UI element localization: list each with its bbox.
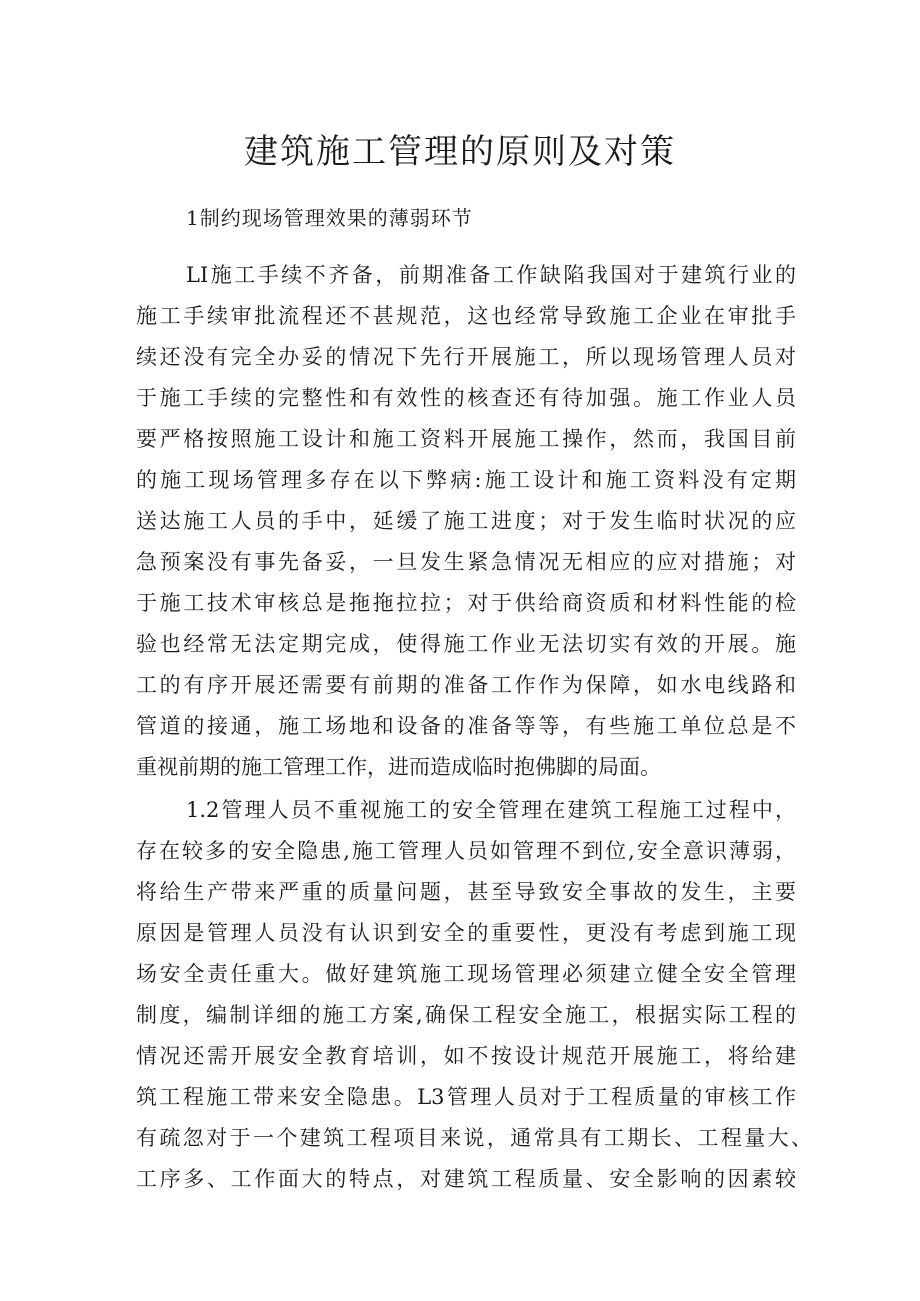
paragraph-line: 工序多、工作面大的特点，对建筑工程质量、安全影响的因素较 xyxy=(136,1167,796,1191)
paragraph-line: 送达施工人员的手中，延缓了施工进度；对于发生临时状况的应 xyxy=(136,509,796,533)
section-heading: 1制约现场管理效果的薄弱环节 xyxy=(186,206,473,230)
document-title: 建筑施工管理的原则及对策 xyxy=(244,132,676,172)
paragraph-line: 的施工现场管理多存在以下弊病:施工设计和施工资料没有定期 xyxy=(136,468,796,492)
paragraph-line: 要严格按照施工设计和施工资料开展施工操作，然而，我国目前 xyxy=(136,427,796,451)
paragraph-2 xyxy=(136,790,812,1200)
paragraph-line: 于施工技术审核总是拖拖拉拉；对于供给商资质和材料性能的检 xyxy=(136,591,796,615)
paragraph-line: 工的有序开展还需要有前期的准备工作作为保障，如水电线路和 xyxy=(136,673,796,697)
paragraph-line: LI施工手续不齐备，前期准备工作缺陷我国对于建筑行业的 xyxy=(186,263,796,287)
paragraph-line: 施工手续审批流程还不甚规范，这也经常导致施工企业在审批手 xyxy=(136,304,796,328)
paragraph-line: 存在较多的安全隐患,施工管理人员如管理不到位,安全意识薄弱， xyxy=(136,839,796,863)
paragraph-line: 重视前期的施工管理工作，进而造成临时抱佛脚的局面。 xyxy=(136,755,661,779)
paragraph-line: 有疏忽对于一个建筑工程项目来说，通常具有工期长、工程量大、 xyxy=(136,1126,812,1150)
paragraph-line: 制度，编制详细的施工方案,确保工程安全施工，根据实际工程的 xyxy=(136,1003,796,1027)
paragraph-line: 验也经常无法定期完成，使得施工作业无法切实有效的开展。施 xyxy=(136,632,796,656)
paragraph-line: 原因是管理人员没有认识到安全的重要性，更没有考虑到施工现 xyxy=(136,921,796,945)
paragraph-line: 情况还需开展安全教育培训，如不按设计规范开展施工，将给建 xyxy=(136,1044,796,1068)
paragraph-line: 管道的接通，施工场地和设备的准备等等，有些施工单位总是不 xyxy=(136,714,796,738)
paragraph-1 xyxy=(136,255,796,788)
paragraph-line: 将给生产带来严重的质量问题，甚至导致安全事故的发生，主要 xyxy=(136,880,796,904)
paragraph-line: 续还没有完全办妥的情况下先行开展施工，所以现场管理人员对 xyxy=(136,345,796,369)
paragraph-line: 场安全责任重大。做好建筑施工现场管理必须建立健全安全管理 xyxy=(136,962,796,986)
paragraph-line: 于施工手续的完整性和有效性的核查还有待加强。施工作业人员 xyxy=(136,386,796,410)
paragraph-line: 急预案没有事先备妥，一旦发生紧急情况无相应的应对措施；对 xyxy=(136,550,796,574)
paragraph-line: 1.2管理人员不重视施工的安全管理在建筑工程施工过程中， xyxy=(186,798,796,822)
paragraph-line: 筑工程施工带来安全隐患。L3管理人员对于工程质量的审核工作 xyxy=(136,1085,796,1109)
